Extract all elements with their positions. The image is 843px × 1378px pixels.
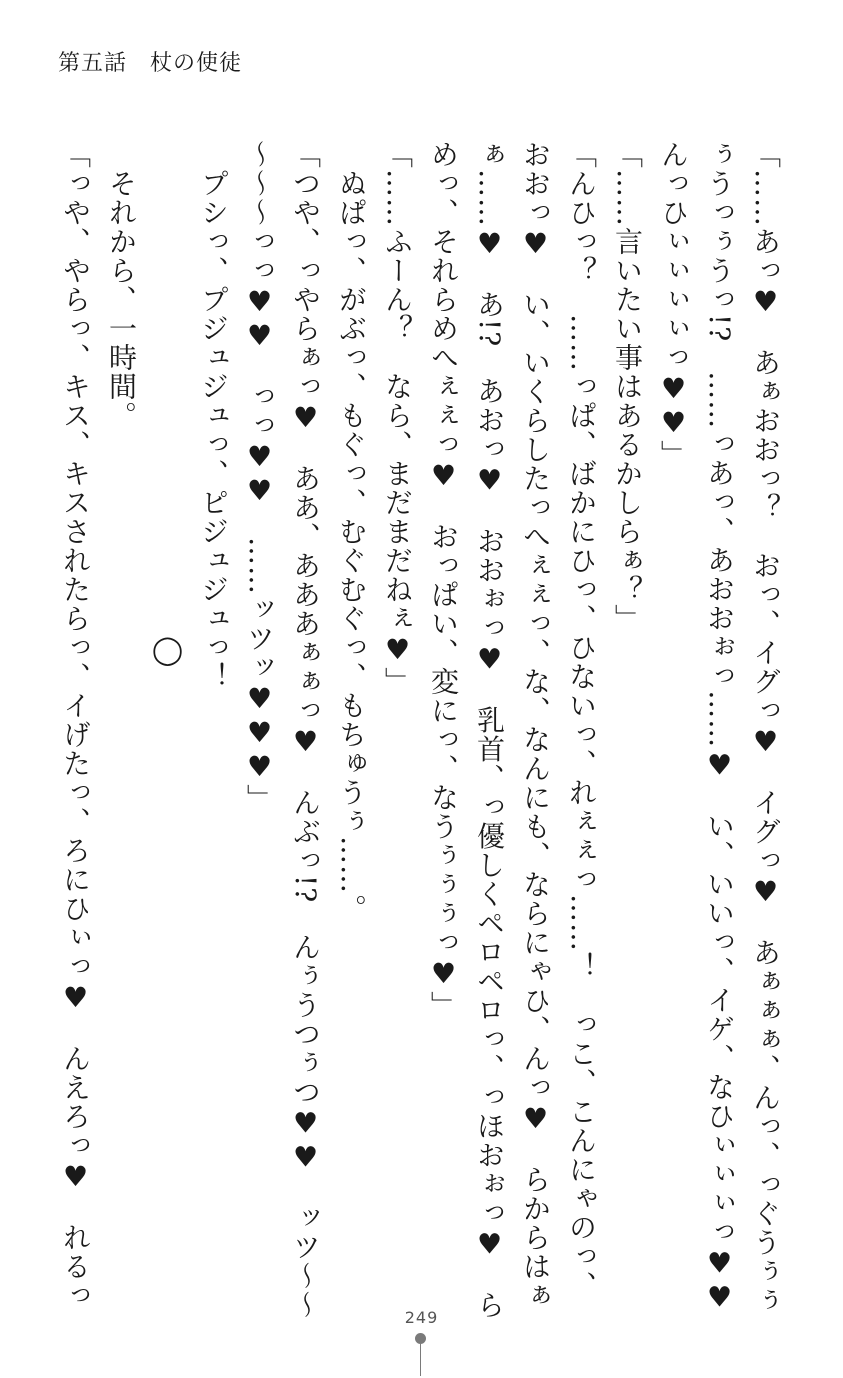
text-line-3: んっひぃぃぃぃっ♥♥」 (657, 140, 690, 469)
text-line-6: おおっ♥ い、いくらしたっへぇぇっ、な、なんにも、ならにゃひ、んっ♥ らからはぁ (519, 140, 552, 1310)
page-marker-line (420, 1344, 421, 1376)
text-line-1: 「……あっ♥ あぁおおっ？ おっ、イグっ♥ イグっ♥ あぁぁぁ、んっ、っぐうぅぅ (749, 140, 782, 1315)
text-line-9: 「……ふーん？ なら、まだまだねぇ♥」 (381, 140, 414, 696)
scene-break-marker: ◯ (151, 140, 184, 667)
text-line-8: めっ、それらめへぇぇっ♥ おっぱい、変にっ、なうぅぅぅっ♥」 (427, 140, 460, 1020)
text-line-5: 「んひっ？ ……っぱ、ばかにひっ、ひないっ、れぇぇっ……！ っこ、こんにゃのっ、 (565, 140, 598, 1300)
text-line-10: ぬぱっ、がぶっ、もぐっ、むぐむぐっ、もちゅうぅ……。 (335, 140, 368, 923)
text-line-11: 「つや、っやらぁっ♥ ああ、あああぁぁっ♥ んぶっ!? んぅうつぅつ♥♥ ッツ〜〜 (289, 140, 322, 1320)
page-number: 249 (404, 1308, 439, 1327)
text-line-16: 「っや、やらっ、キス、キスされたらっ、イげたっ、ろにひぃっ♥ んえろっ♥ れるっ (59, 140, 92, 1310)
text-line-13: プシっ、プジュジュっ、ピジュジュっ！ (197, 140, 230, 691)
text-line-15: それから、一時間。 (105, 140, 138, 430)
page-marker-dot (415, 1333, 426, 1344)
chapter-header: 第五話 杖の使徒 (58, 51, 243, 76)
text-line-7: ぁ……♥ あ!? あおっ♥ おおぉっ♥ 乳首、っ優しくペロペロっ、っほおぉっ♥ ら (473, 140, 506, 1320)
text-line-12: 〜〜〜っっ♥♥ っっ♥♥ ……ッツッ♥♥♥」 (243, 140, 276, 813)
text-line-4: 「……言いたい事はあるかしらぁ？」 (611, 140, 644, 633)
text-line-2: ぅうっぅうっ!? ……っあっ、あおおぉっ……♥ い、いいっ、イゲ、なひぃぃぃっ♥♥ (703, 140, 736, 1315)
